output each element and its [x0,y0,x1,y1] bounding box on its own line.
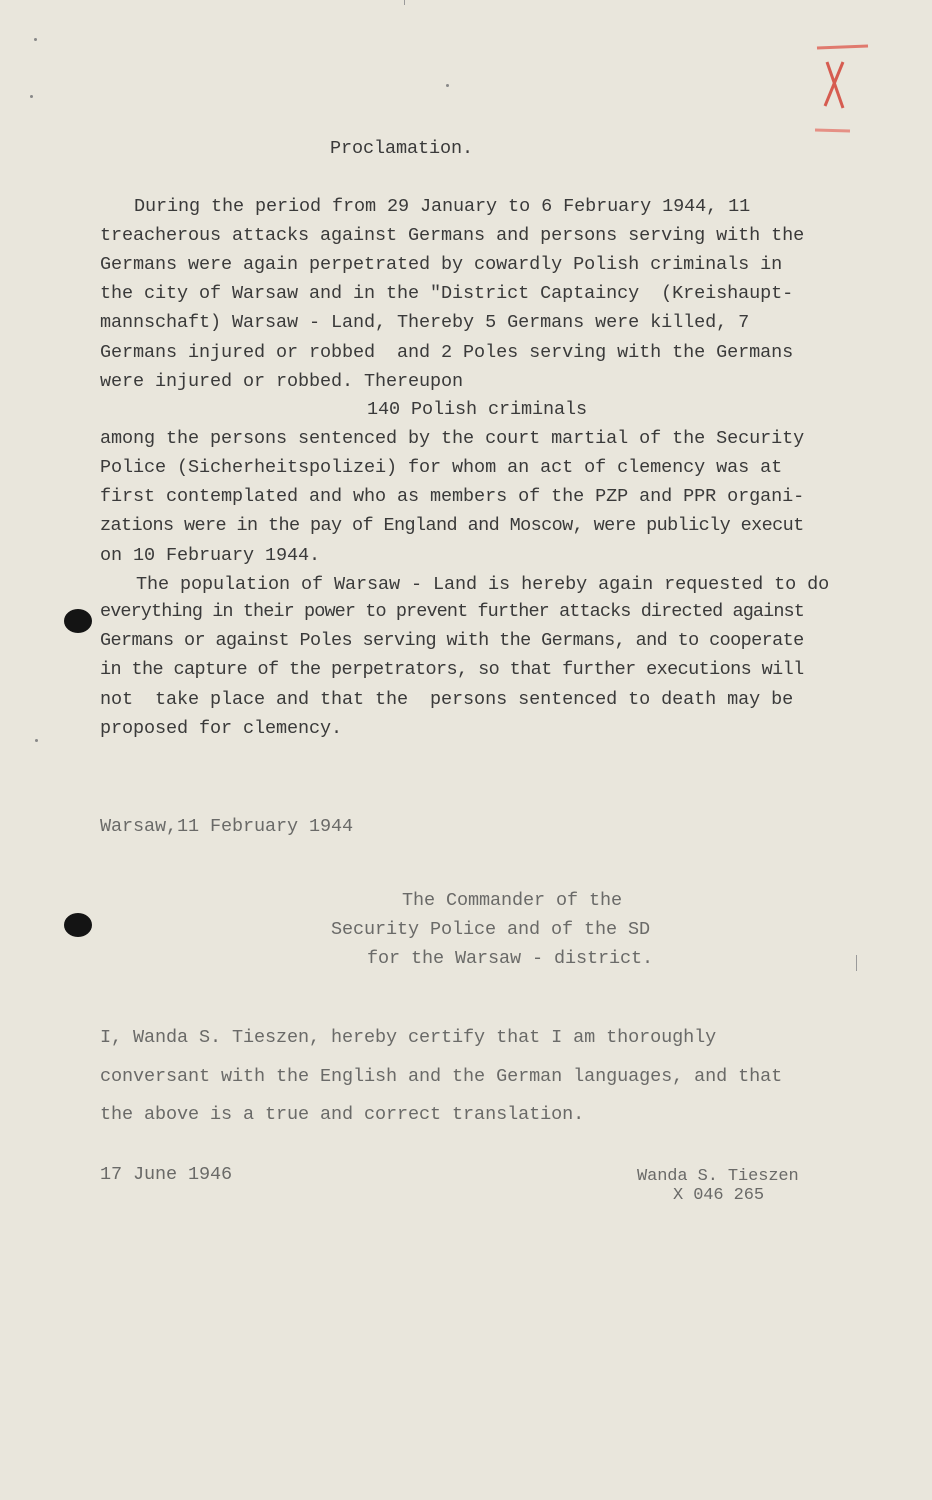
certification-line: the above is a true and correct translation. [100,1104,585,1125]
body-line: proposed for clemency. [100,718,343,739]
speck [30,95,33,98]
certification-line: conversant with the English and the German languages, and that [100,1066,783,1087]
paper-edge-mark [856,955,857,971]
body-line: not take place and that the persons sentenced to death may be [100,689,794,710]
paper-edge-mark [404,0,405,5]
body-line: Germans injured or robbed and 2 Poles serving with the Germans [100,342,794,363]
body-line: among the persons sentenced by the court martial of the Security [100,428,805,449]
certification-line: I, Wanda S. Tieszen, hereby certify that I am thoroughly [100,1027,717,1048]
body-line: were injured or robbed. Thereupon [100,371,464,392]
speck [35,739,38,742]
body-line: zations were in the pay of England and Moscow, were publicly execut [100,515,804,536]
date-line: Warsaw,11 February 1944 [100,816,354,837]
body-line: During the period from 29 January to 6 February 1944, 11 [134,196,751,217]
body-line: everything in their power to prevent further attacks directed against [100,601,804,622]
body-line: on 10 February 1944. [100,545,321,566]
punch-hole [64,913,92,937]
body-line: mannschaft) Warsaw - Land, Thereby 5 Germans were killed, 7 [100,312,750,333]
body-line: treacherous attacks against Germans and persons serving with the [100,225,805,246]
body-line: Germans were again perpetrated by cowardly Polish criminals in [100,254,783,275]
translator-id: X 046 265 [673,1186,764,1205]
body-line: the city of Warsaw and in the "District Captaincy (Kreishaupt- [100,283,794,304]
red-x-marginal-mark [815,40,870,135]
document-title: Proclamation. [330,138,474,159]
certification-date: 17 June 1946 [100,1164,233,1185]
body-line: in the capture of the perpetrators, so that further executions will [100,659,804,680]
body-line: Police (Sicherheitspolizei) for whom an act of clemency was at [100,457,783,478]
body-line: first contemplated and who as members of the PZP and PPR organi- [100,486,805,507]
signature-line: for the Warsaw - district. [367,948,654,969]
punch-hole [64,609,92,633]
speck [34,38,37,41]
signature-line: Security Police and of the SD [331,919,651,940]
signature-line: The Commander of the [402,890,623,911]
body-line: The population of Warsaw - Land is hereby again requested to do [136,574,830,595]
speck [446,84,449,87]
translator-name: Wanda S. Tieszen [637,1167,799,1186]
body-line: Germans or against Poles serving with the Germans, and to cooperate [100,630,804,651]
body-line-centered: 140 Polish criminals [367,399,588,420]
